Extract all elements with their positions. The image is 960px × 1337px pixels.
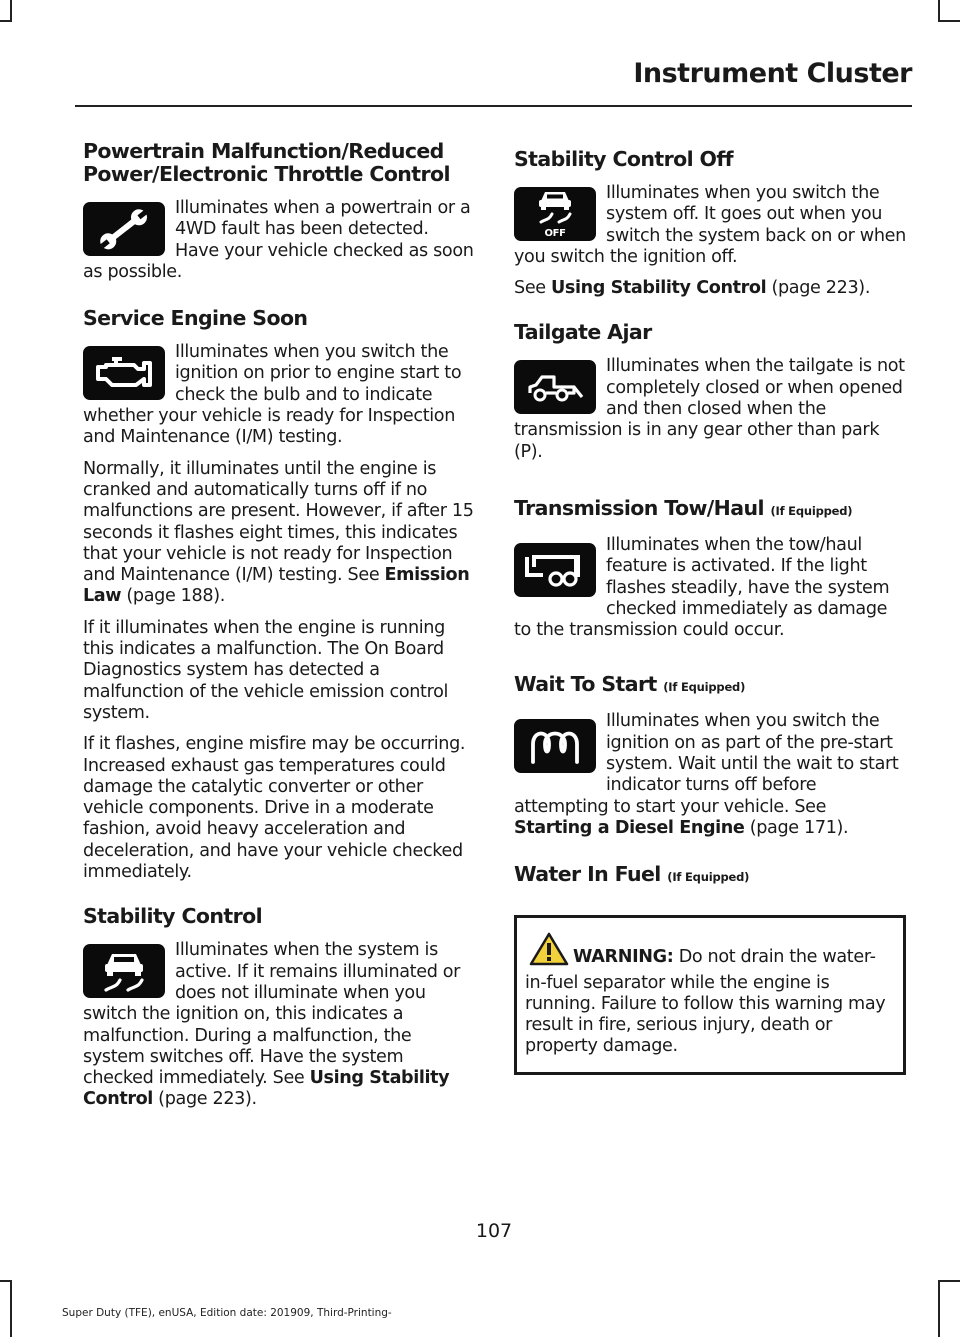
page-reference: (page 223).: [152, 1089, 257, 1110]
page-number: 107: [475, 1220, 513, 1242]
section-title: [514, 863, 906, 889]
left-column: [83, 140, 475, 1125]
warning-body: Do not drain the water-in-fuel separator while the engine is running. Failure to follow this warning may result in fire, serious injury, death or property damage.: [525, 947, 886, 1057]
section-title: Stability Control Off: [514, 147, 733, 171]
page-link[interactable]: Emission Law: [83, 565, 470, 607]
page-title: Instrument Cluster: [633, 58, 912, 89]
section-stability: [83, 905, 475, 1110]
page-link[interactable]: Using Stability Control: [551, 278, 767, 299]
tow-haul-icon: [514, 543, 596, 597]
section-water-in-fuel: [514, 863, 906, 1074]
section-service-engine: [83, 307, 475, 883]
title-text: Transmission Tow/Haul: [514, 495, 764, 520]
section-title: Stability Control: [83, 904, 262, 929]
section-tow-haul: [514, 497, 906, 651]
section-text: If it illuminates when the engine is running this indicates a malfunction. The On Board Diagnostics system has detected a malfunction of the vehicle emission control system.: [83, 617, 449, 723]
glow-plug-icon: [514, 719, 596, 773]
stability-control-icon: [83, 944, 165, 998]
section-text: Illuminates when the tow/haul feature is activated. If the light flashes steadily, have the system checked immediately as damage to the transmission could occur.: [514, 534, 890, 641]
crop-mark: [0, 1280, 12, 1282]
right-column: [514, 140, 906, 1089]
stability-control-off-icon: [514, 187, 596, 241]
page-reference: (page 171).: [744, 817, 849, 838]
section-text: [514, 278, 906, 299]
crop-mark: [938, 1280, 940, 1337]
text-run: Illuminates when you switch the ignition on as part of the pre-start system. Wait until the wait to start indicator turns off before attempting to start your vehicle. See: [514, 711, 899, 817]
tailgate-ajar-icon: [514, 360, 596, 414]
warning-triangle-icon: [529, 932, 569, 972]
page-reference: (page 223).: [766, 278, 871, 299]
section-powertrain: [83, 140, 475, 293]
text-run: Normally, it illuminates until the engine is cranked and automatically turns off if no malfunctions are present. However, if after 15 seconds it flashes eight times, this indicates that your vehicle is not ready for Inspection and Maintenance (I/M) testing. See: [83, 458, 474, 586]
wrench-icon: [83, 202, 165, 256]
section-tailgate: [514, 321, 906, 472]
page-link[interactable]: Starting a Diesel Engine: [514, 817, 745, 838]
text-run: See: [514, 278, 552, 299]
section-text: Illuminates when you switch the ignition on prior to engine start to check the bulb and to indicate whether your vehicle is ready for Inspection and Maintenance (I/M) testing.: [83, 342, 462, 448]
section-title: [514, 497, 906, 523]
if-equipped-label: (If Equipped): [663, 680, 746, 695]
page-reference: (page 188).: [121, 586, 225, 607]
warning-label: WARNING:: [573, 947, 674, 968]
engine-icon: [83, 346, 165, 400]
section-text: Illuminates when you switch the system off. It goes out when you switch the system back on or when you switch the ignition off.: [514, 183, 906, 267]
crop-mark: [938, 20, 960, 22]
text-run: Illuminates when the system is active. If it remains illuminated or does not illuminate when you switch the ignition on, this indicates a malfunction. During a malfunction, the system switches off. Have the system checked immediately. See: [83, 940, 461, 1089]
title-text: Water In Fuel: [514, 862, 661, 887]
section-text: Illuminates when a powertrain or a 4WD fault has been detected. Have your vehicle checked as soon as possible.: [83, 198, 474, 282]
section-title: [514, 673, 906, 699]
if-equipped-label: (If Equipped): [770, 503, 853, 518]
crop-mark: [10, 0, 12, 22]
crop-mark: [10, 1280, 12, 1337]
crop-mark: [0, 20, 12, 22]
footer-edition: Super Duty (TFE), enUSA, Edition date: 201909, Third-Printing-: [62, 1307, 392, 1319]
section-title: Powertrain Malfunction/Reduced Power/Electronic Throttle Control: [83, 139, 450, 186]
page-link[interactable]: Using Stability Control: [83, 1068, 450, 1110]
section-title: Service Engine Soon: [83, 306, 308, 331]
section-text: [83, 459, 475, 608]
if-equipped-label: (If Equipped): [667, 870, 750, 885]
section-wait-to-start: [514, 673, 906, 839]
section-title: Tailgate Ajar: [514, 320, 652, 345]
section-text: If it flashes, engine misfire may be occurring. Increased exhaust gas temperatures could damage the catalytic converter or other vehicle components. Drive in a moderate fashion, avoid heavy acceleration and deceleration, and have your vehicle checked immediately.: [83, 734, 466, 883]
crop-mark: [938, 1280, 960, 1282]
warning-text: [525, 932, 895, 1057]
icon-off-label: OFF: [544, 228, 566, 239]
crop-mark: [938, 0, 940, 22]
warning-box: [514, 915, 906, 1074]
section-stability-off: [514, 148, 906, 299]
section-text: Illuminates when the tailgate is not completely closed or when opened and then closed when the transmission is in any gear other than park (P).: [514, 356, 905, 462]
title-text: Wait To Start: [514, 672, 657, 697]
header-rule: [75, 105, 912, 107]
